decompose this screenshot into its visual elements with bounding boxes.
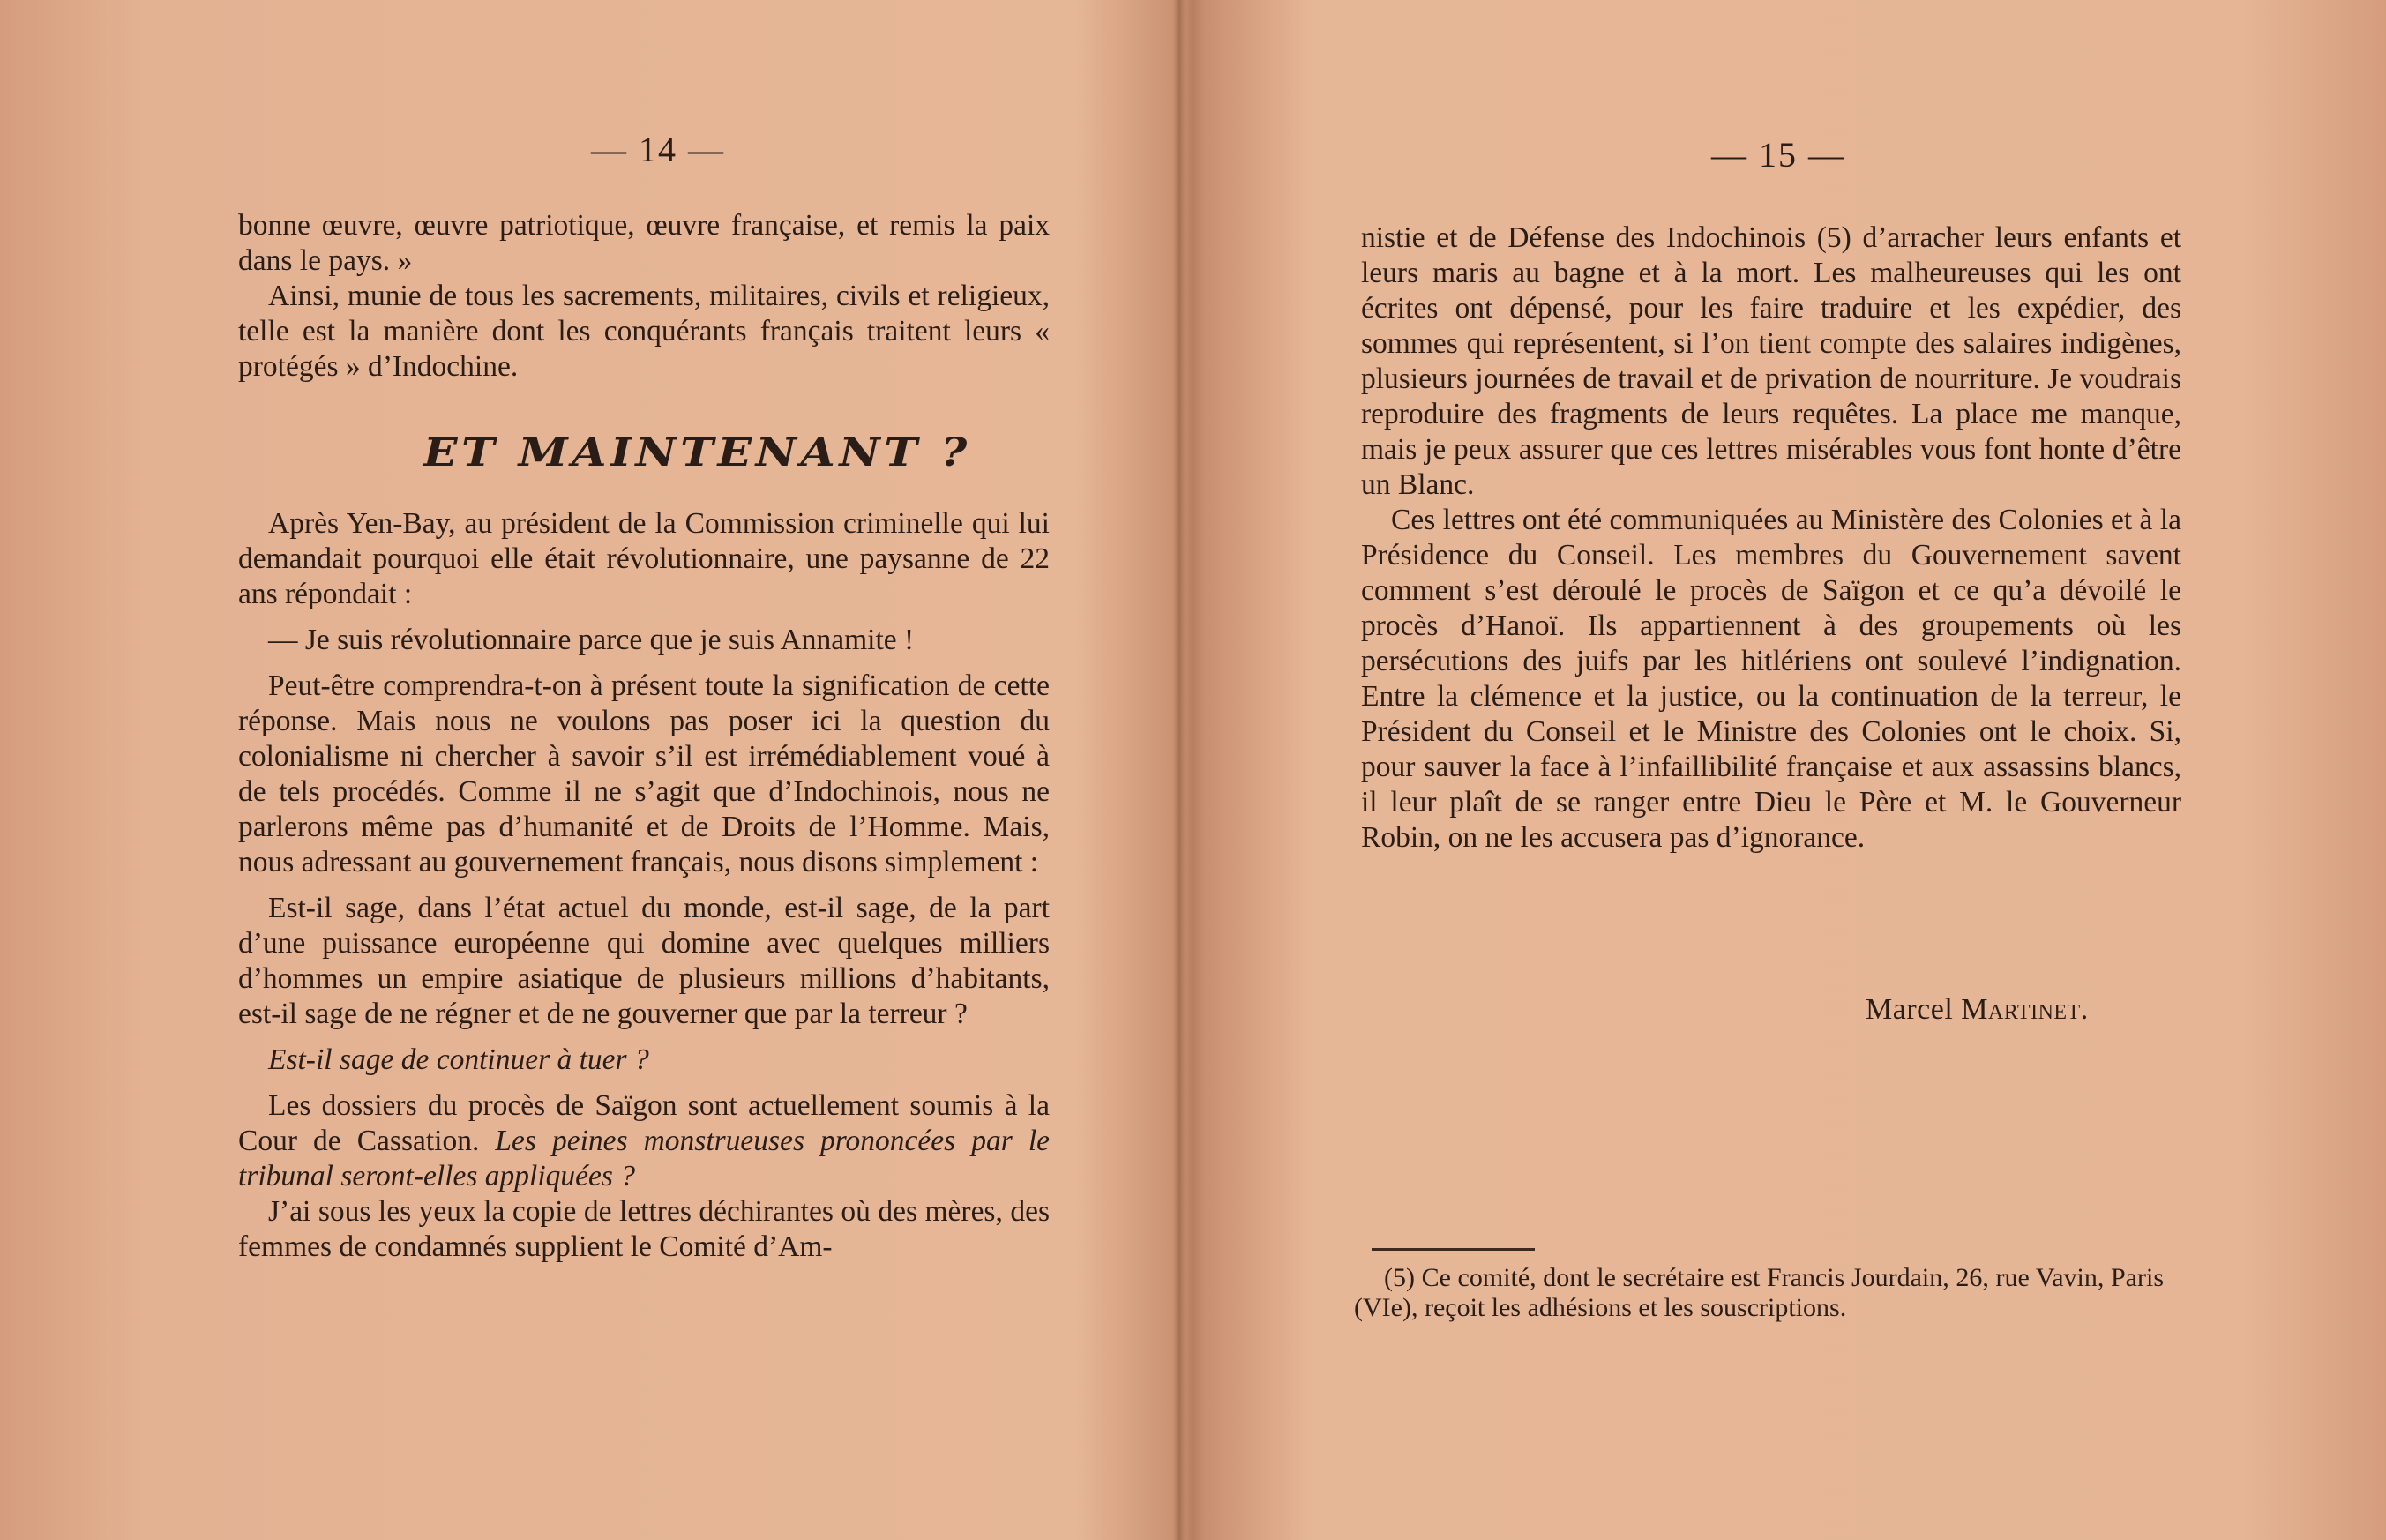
paragraph: Est-il sage de continuer à tuer ? bbox=[268, 1043, 649, 1076]
left-text-top bbox=[238, 208, 1050, 385]
paragraph: bonne œuvre, œuvre patriotique, œuvre française, et remis la paix dans le pays. » bbox=[238, 209, 1050, 277]
right-text-body bbox=[1361, 221, 2181, 856]
book-gutter bbox=[1173, 0, 1186, 1540]
footnote-rule bbox=[1372, 1248, 1535, 1251]
left-text-body bbox=[238, 506, 1050, 1265]
footnote bbox=[1354, 1263, 2164, 1323]
paragraph: Est-il sage, dans l’état actuel du monde, est-il sage, de la part d’une puissance européenne qui domine avec quelques milliers d’hommes un empire asiatique de plusieurs millions d’habitants, est-il sage de ne régner et de ne gouverner que par la terreur ? bbox=[238, 892, 1050, 1030]
left-page bbox=[238, 0, 1050, 1540]
paragraph: nistie et de Défense des Indochinois (5) d’arracher leurs enfants et leurs maris au bagne et à la mort. Les malheureuses qui les ont écrites ont dépensé, pour les faire traduire et les expédier, des sommes qui représentent, si l’on tient compte des salaires indigènes, plusieurs journées de travail et de privation de nourriture. Je voudrais reproduire des fragments de leurs requêtes. La place me manque, mais je peux assurer que ces lettres misérables vous font honte d’être un Blanc. bbox=[1361, 221, 2181, 501]
paragraph: Ainsi, munie de tous les sacrements, militaires, civils et religieux, telle est la manière dont les conquérants français traitent leurs « protégés » d’Indochine. bbox=[238, 280, 1050, 383]
paragraph: Après Yen-Bay, au président de la Commission criminelle qui lui demandait pourquoi elle était révolutionnaire, une paysanne de 22 ans répondait : bbox=[238, 507, 1050, 610]
paragraph: Ces lettres ont été communiquées au Ministère des Colonies et à la Présidence du Conseil. Les membres du Gouvernement savent comment s’est déroulé le procès de Saïgon et ce qu’a dévoilé le procès d’Hanoï. Ils appartiennent à des groupements où les persécutions des juifs par les hitlériens ont soulevé l’indignation. Entre la clémence et la justice, ou la continuation de la terreur, le Président du Conseil et le Ministre des Colonies ont le choix. Si, pour sauver la face à l’infaillibilité française et aux assassins blancs, il leur plaît de se ranger entre Dieu le Père et M. le Gouverneur Robin, on ne les accusera pas d’ignorance. bbox=[1361, 504, 2181, 854]
signature bbox=[1866, 993, 2089, 1027]
paragraph: J’ai sous les yeux la copie de lettres déchirantes où des mères, des femmes de condamnés supplient le Comité d’Am- bbox=[238, 1195, 1050, 1263]
section-heading: ET MAINTENANT ? bbox=[423, 430, 971, 475]
page-number: — 15 — bbox=[1711, 135, 1845, 175]
signature-last: Martinet. bbox=[1961, 993, 2089, 1026]
italic-span: Les peines monstrueuses prononcées par le tribunal seront-elles appliquées ? bbox=[238, 1125, 1051, 1192]
text-span: Les dossiers du procès de Saïgon sont actuellement soumis à la Cour de Cassation. bbox=[238, 1089, 1050, 1157]
paragraph: — Je suis révolutionnaire parce que je suis Annamite ! bbox=[268, 624, 915, 656]
page-number: — 14 — bbox=[591, 130, 725, 169]
signature-first: Marcel bbox=[1866, 993, 1962, 1026]
paragraph bbox=[238, 1088, 1050, 1194]
footnote-text: (5) Ce comité, dont le secrétaire est Francis Jourdain, 26, rue Vavin, Paris (VIe), reçoit les adhésions et les souscriptions. bbox=[1354, 1263, 2164, 1322]
right-page bbox=[1354, 0, 2181, 1540]
paragraph: Peut-être comprendra-t-on à présent toute la signification de cette réponse. Mais nous ne voulons pas poser ici la question du colonialisme ni chercher à savoir s’il est irrémédiablement voué à de tels procédés. Comme il ne s’agit que d’Indochinois, nous ne parlerons même pas d’humanité et de Droits de l’Homme. Mais, nous adressant au gouvernement français, nous disons simplement : bbox=[238, 669, 1050, 878]
